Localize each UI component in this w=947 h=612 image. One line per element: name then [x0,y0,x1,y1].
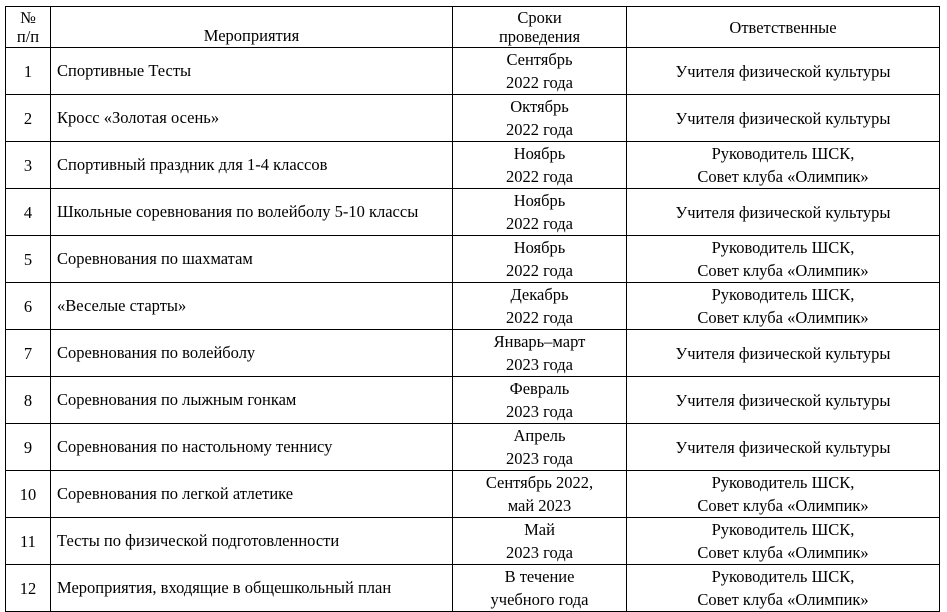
row-responsible-line1: Учителя физической культуры [675,108,891,128]
table-row [6,424,940,471]
row-responsible-line2: Совет клуба «Олимпик» [697,543,869,562]
row-event: Соревнования по шахматам [51,236,453,283]
header-dates [453,7,627,48]
table-row [6,48,940,95]
row-date-line1: Апрель [513,426,566,445]
row-responsible-line1: Руководитель ШСК, [711,520,855,539]
table-row [6,377,940,424]
row-responsible [627,471,940,518]
row-date-line2: 2023 года [506,449,573,468]
row-date-line1: Май [524,520,555,539]
row-responsible-line2: Совет клуба «Олимпик» [697,261,869,280]
row-event: Спортивные Тесты [51,48,453,95]
row-responsible-line1: Учителя физической культуры [675,390,891,410]
row-date-line2: 2022 года [506,167,573,186]
row-date-line1: Сентябрь [506,50,573,69]
row-date-line2: 2022 года [506,261,573,280]
row-event: Соревнования по лыжным гонкам [51,377,453,424]
table-row [6,330,940,377]
row-date-line1: Февраль [509,379,570,398]
row-event: Соревнования по настольному теннису [51,424,453,471]
row-dates [453,518,627,565]
row-date-line2: 2023 года [506,402,573,421]
row-date-line2: 2022 года [506,308,573,327]
table-header-row [6,7,940,48]
row-dates [453,189,627,236]
row-event: Соревнования по легкой атлетике [51,471,453,518]
row-responsible-line1: Учителя физической культуры [675,437,891,457]
row-responsible-line2: Совет клуба «Олимпик» [697,167,869,186]
row-responsible-line2: Совет клуба «Олимпик» [697,590,869,609]
table-row [6,142,940,189]
row-dates [453,283,627,330]
table-row [6,471,940,518]
row-responsible-line1: Руководитель ШСК, [711,567,855,586]
row-number: 7 [6,330,51,377]
header-dates-line1: Сроки [517,8,562,27]
row-event: Спортивный праздник для 1-4 классов [51,142,453,189]
row-number: 10 [6,471,51,518]
row-responsible [627,283,940,330]
row-dates [453,48,627,95]
row-date-line2: 2023 года [506,543,573,562]
row-number: 6 [6,283,51,330]
header-number-line1: № [20,8,36,27]
row-date-line1: Ноябрь [513,238,566,257]
row-date-line1: Январь–март [493,332,586,351]
row-dates [453,330,627,377]
row-responsible-line1: Учителя физической культуры [675,202,891,222]
table-row [6,189,940,236]
row-dates [453,236,627,283]
header-dates-line2: проведения [498,27,581,46]
row-responsible [627,377,940,424]
row-date-line1: Ноябрь [513,191,566,210]
header-event-label: Мероприятия [203,25,300,45]
row-event: Тесты по физической подготовленности [51,518,453,565]
header-responsible-label: Ответственные [729,17,837,37]
row-responsible [627,95,940,142]
table-row [6,518,940,565]
row-date-line1: Ноябрь [513,144,566,163]
row-date-line2: 2023 года [506,355,573,374]
row-number: 4 [6,189,51,236]
row-event: Школьные соревнования по волейболу 5-10 классы [51,189,453,236]
row-number: 3 [6,142,51,189]
row-number: 1 [6,48,51,95]
row-number: 2 [6,95,51,142]
row-responsible-line2: Совет клуба «Олимпик» [697,496,869,515]
row-date-line1: Октябрь [510,97,569,116]
table-row [6,565,940,612]
row-number: 5 [6,236,51,283]
row-number: 11 [6,518,51,565]
row-date-line2: 2022 года [506,120,573,139]
row-event: Соревнования по волейболу [51,330,453,377]
row-dates [453,377,627,424]
row-dates [453,424,627,471]
row-responsible [627,48,940,95]
row-date-line2: май 2023 [507,496,572,515]
row-responsible [627,142,940,189]
row-responsible [627,424,940,471]
row-responsible [627,236,940,283]
table-row [6,236,940,283]
row-date-line1: Декабрь [510,285,569,304]
row-responsible-line1: Руководитель ШСК, [711,238,855,257]
row-dates [453,95,627,142]
row-date-line2: 2022 года [506,73,573,92]
row-event: Кросс «Золотая осень» [51,95,453,142]
row-number: 9 [6,424,51,471]
row-responsible [627,518,940,565]
row-number: 12 [6,565,51,612]
table-row [6,95,940,142]
row-date-line2: 2022 года [506,214,573,233]
events-plan-table [5,6,940,612]
row-responsible-line1: Учителя физической культуры [675,343,891,363]
row-date-line1: Сентябрь 2022, [485,473,594,492]
row-date-line2: учебного года [490,590,589,609]
row-responsible-line1: Руководитель ШСК, [711,144,855,163]
row-responsible [627,189,940,236]
row-responsible [627,565,940,612]
row-responsible-line1: Руководитель ШСК, [711,285,855,304]
row-number: 8 [6,377,51,424]
row-responsible [627,330,940,377]
row-responsible-line1: Руководитель ШСК, [711,473,855,492]
row-event: «Веселые старты» [51,283,453,330]
header-number-line2: п/п [16,27,40,46]
row-event: Мероприятия, входящие в общешкольный план [51,565,453,612]
row-responsible-line2: Совет клуба «Олимпик» [697,308,869,327]
row-dates [453,565,627,612]
row-date-line1: В течение [504,567,575,586]
row-responsible-line1: Учителя физической культуры [675,61,891,81]
header-number [6,7,51,48]
row-dates [453,471,627,518]
header-event [51,7,453,48]
row-dates [453,142,627,189]
table-row [6,283,940,330]
header-responsible [627,7,940,48]
